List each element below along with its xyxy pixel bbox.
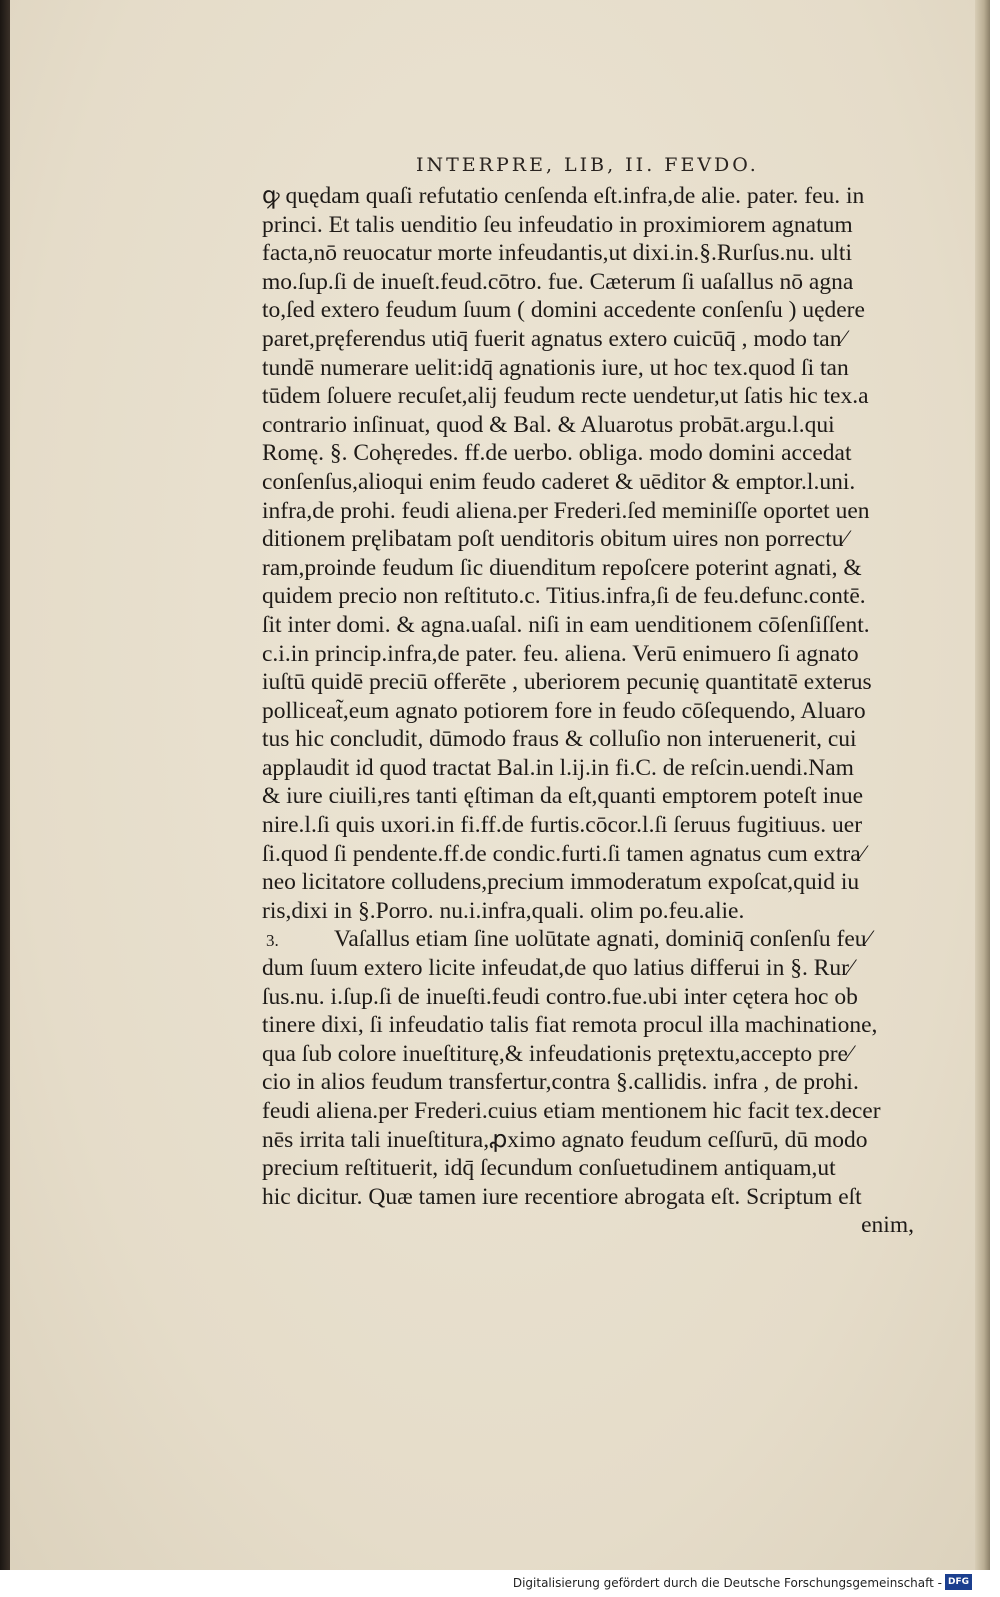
text-line: Vaſallus etiam ſine uolūtate agnati, dominiq̄ conſenſu feu⁄ — [334, 926, 871, 953]
text-line: ſus.nu. i.ſup.ſi de inueſti.feudi contro.fue.ubi inter cętera hoc ob — [262, 983, 858, 1010]
text-line: paret,pręferendus utiq̄ fuerit agnatus extero cuicūq̄ , modo tan⁄ — [262, 325, 846, 352]
text-line: ris,dixi in §.Porro. nu.i.infra,quali. olim po.feu.alie. — [262, 897, 745, 924]
text-line: ditionem pręlibatam poſt uenditoris obitum uires non porrectu⁄ — [262, 526, 848, 553]
text-line: quidem precio non reſtituto.c. Titius.infra,ſi de feu.defunc.contē. — [262, 583, 866, 610]
text-line: c.i.in princip.infra,de pater. feu. aliena. Verū enimuero ſi agnato — [262, 640, 859, 667]
text-line: precium reſtituerit, idq̄ ſecundum conſuetudinem antiquam,ut — [262, 1155, 836, 1182]
text-line: & iure ciuili,res tanti ęſtiman da eſt,quanti emptorem poteſt inue — [262, 783, 864, 810]
book-binding-edge — [0, 0, 10, 1570]
text-line: princi. Et talis uenditio ſeu infeudatio in proximiorem agnatum — [262, 211, 853, 238]
page-stack-edge — [975, 0, 990, 1570]
catchword: enim, — [861, 1212, 914, 1239]
footer-bar — [0, 1570, 1000, 1597]
text-line: ſi.quod ſi pendente.ff.de condic.furti.ſi tamen agnatus cum extra⁄ — [262, 840, 865, 867]
text-line: tundē numerare uelit:idq̄ agnationis iure, ut hoc tex.quod ſi tan — [262, 354, 849, 381]
text-line: applaudit id quod tractat Bal.in l.ij.in fi.C. de reſcin.uendi.Nam — [262, 754, 854, 781]
text-line: tūdem ſoluere recuſet,alij feudum recte uendetur,ut ſatis hic tex.a — [262, 383, 869, 410]
text-line: to,ſed extero feudum ſuum ( domini accedente conſenſu ) uędere — [262, 297, 865, 324]
text-line: qua ſub colore inueſtiturę,& infeudationis prętextu,accepto pre⁄ — [262, 1040, 852, 1067]
text-line: ram,proinde feudum ſic diuenditum repoſcere poterint agnati, & — [262, 554, 862, 581]
text-line: nire.l.ſi quis uxori.in fi.ff.de furtis.cōcor.l.ſi ſeruus fugitiuus. uer — [262, 812, 863, 839]
text-line: contrario inſinuat, quod & Bal. & Aluarotus probāt.argu.l.qui — [262, 411, 835, 438]
paragraph-first-line: 3. Vaſallus etiam ſine uolūtate agnati, dominiq̄ conſenſu feu⁄ — [266, 926, 871, 953]
text-line: tinere dixi, ſi infeudatio talis fiat remota procul illa machinatione, — [262, 1012, 878, 1039]
text-line: conſenſus,alioqui enim feudo caderet & uēditor & emptor.l.uni. — [262, 468, 856, 495]
text-line: neo licitatore colludens,precium immoderatum expoſcat,quid iu — [262, 869, 860, 896]
text-line: ꝙ quędam quaſi refutatio cenſenda eſt.infra,de alie. pater. feu. in — [262, 183, 865, 209]
text-line: hic dicitur. Quæ tamen iure recentiore abrogata eſt. Scriptum eſt — [262, 1183, 862, 1210]
text-line: iuſtū quidē preciū offerēte , uberiorem pecunię quantitatē exterus — [262, 669, 872, 696]
text-line: Romę. §. Cohęredes. ff.de uerbo. obliga. modo domini accedat — [262, 440, 852, 467]
text-line: polliceat̃,eum agnato potiorem fore in feudo cōſequendo, Aluaro — [262, 697, 866, 724]
text-line: feudi aliena.per Frederi.cuius etiam mentionem hic facit tex.decer — [262, 1098, 881, 1124]
text-line: facta,nō reuocatur morte infeudantis,ut dixi.in.§.Rurſus.nu. ulti — [262, 240, 852, 267]
body-text — [262, 182, 952, 1240]
digitization-credit: Digitalisierung gefördert durch die Deutsche Forschungsgemeinschaft - — [512, 1576, 942, 1590]
text-line: infra,de prohi. feudi aliena.per Frederi.ſed meminiſſe oportet uen — [262, 497, 870, 524]
text-line: nēs irrita tali inueſtitura,ꝓximo agnato feudum ceſſurū, dū modo — [262, 1126, 868, 1153]
text-line: cio in alios feudum transfertur,contra §.callidis. infra , de prohi. — [262, 1069, 859, 1096]
running-head: INTERPRE, LIB, II. FEVDO. — [416, 154, 759, 176]
text-line: tus hic concludit, dūmodo fraus & colluſio non interuenerit, cui — [262, 726, 857, 753]
text-line: ſit inter domi. & agna.uaſal. niſi in eam uenditionem cōſenſiſſent. — [262, 611, 870, 638]
text-line: mo.ſup.ſi de inueſt.feud.cōtro. fue. Cæterum ſi uaſallus nō agna — [262, 268, 854, 295]
dfg-logo: DFG — [945, 1574, 972, 1590]
text-line: dum ſuum extero licite infeudat,de quo latius differui in §. Rur⁄ — [262, 955, 853, 982]
